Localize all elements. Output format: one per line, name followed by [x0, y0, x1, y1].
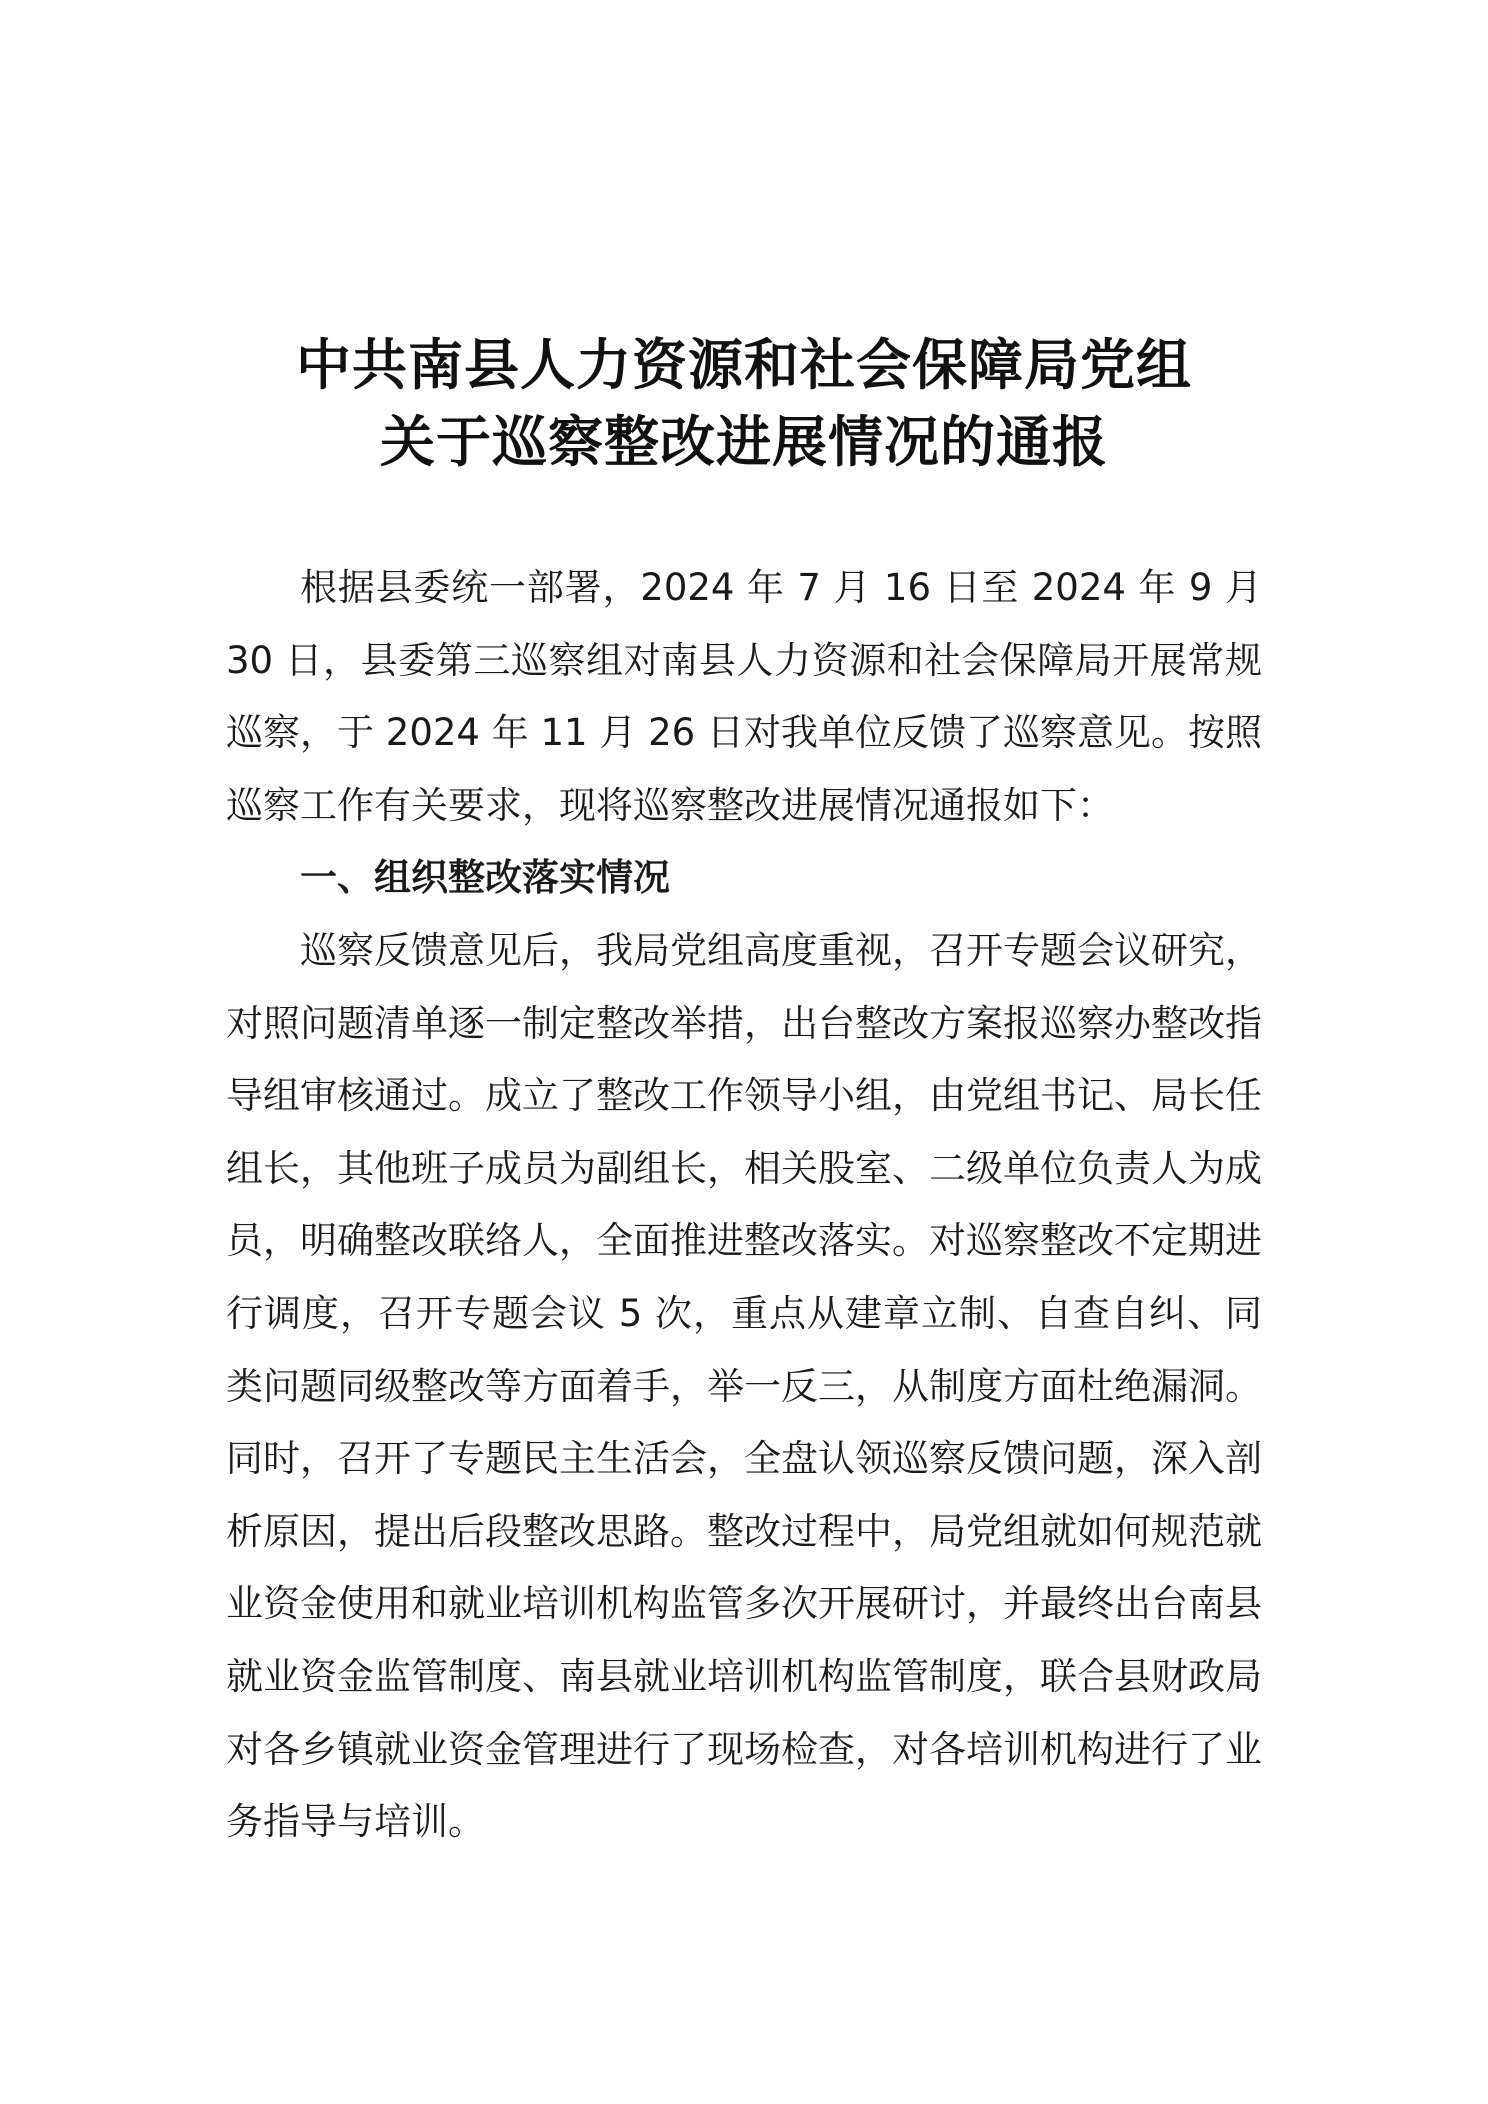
intro-paragraph: 根据县委统一部署，2024 年 7 月 16 日至 2024 年 9 月 30 日，县委第三巡察组对南县人力资源和社会保障局开展常规巡察，于 2024 年 11 月 26 日对我单位反馈了巡察意见。按照巡察工作有关要求，现将巡察整改进展情况通报如下：	[226, 566, 1262, 827]
section-paragraph: 巡察反馈意见后，我局党组高度重视，召开专题会议研究，对照问题清单逐一制定整改举措，出台整改方案报巡察办整改指导组审核通过。成立了整改工作领导小组，由党组书记、局长任组长，其他班子成员为副组长，相关股室、二级单位负责人为成员，明确整改联络人，全面推进整改落实。对巡察整改不定期进行调度，召开专题会议 5 次，重点从建章立制、自查自纠、同类问题同级整改等方面着手，举一反三，从制度方面杜绝漏洞。同时，召开了专题民主生活会，全盘认领巡察反馈问题，深入剖析原因，提出后段整改思路。整改过程中，局党组就如何规范就业资金使用和就业培训机构监管多次开展研讨，并最终出台南县就业资金监管制度、南县就业培训机构监管制度，联合县财政局对各乡镇就业资金管理进行了现场检查，对各培训机构进行了业务指导与培训。	[226, 928, 1262, 1844]
document-title-line-1: 中共南县人力资源和社会保障局党组	[295, 332, 1192, 397]
section-heading: 一、组织整改落实情况	[300, 856, 670, 900]
document-body	[226, 552, 1262, 1859]
document-title-line-2: 关于巡察整改进展情况的通报	[379, 409, 1108, 474]
